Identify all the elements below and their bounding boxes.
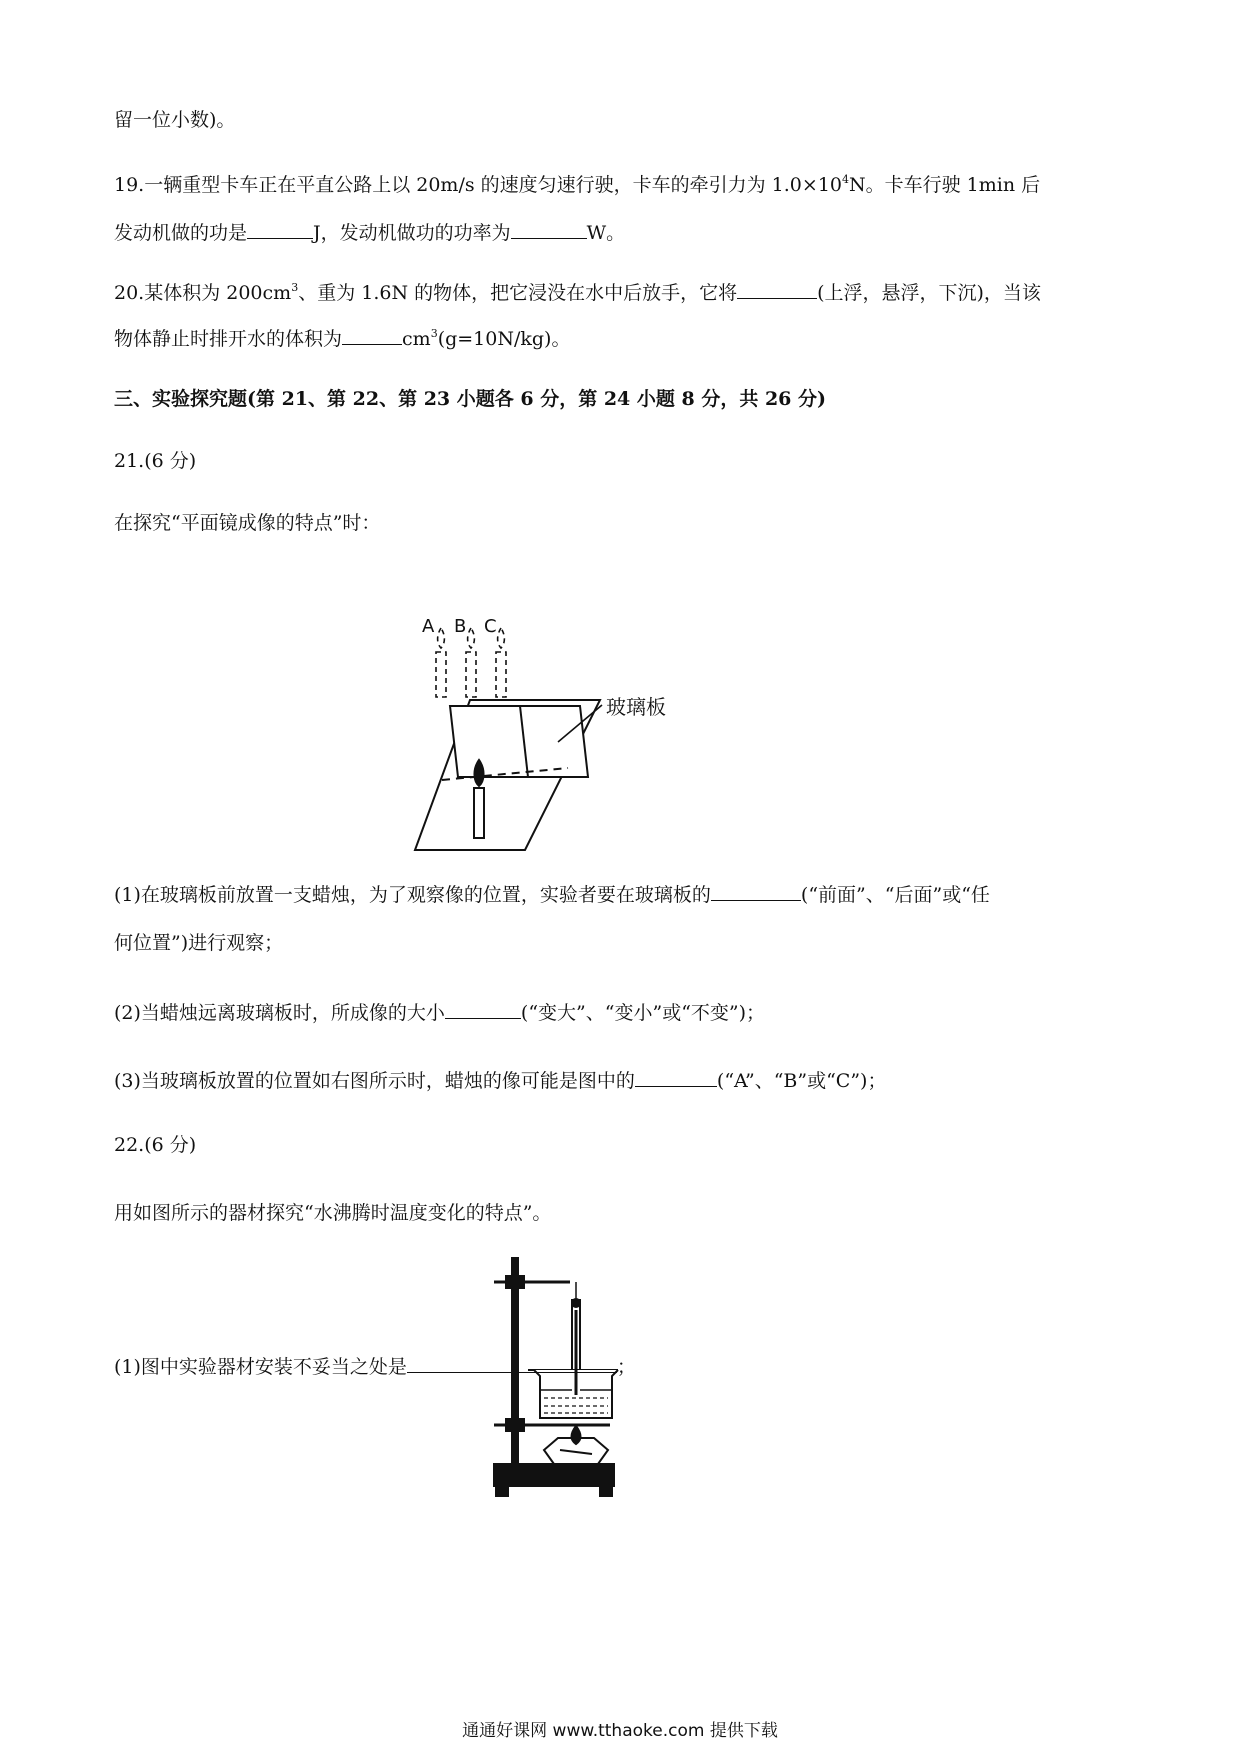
text: (3)当玻璃板放置的位置如右图所示时，蜡烛的像可能是图中的 xyxy=(114,1070,635,1092)
question-19-line-1 xyxy=(114,172,1040,198)
image-candle-b xyxy=(466,652,476,697)
answer-blank[interactable] xyxy=(407,1352,617,1373)
text: (1)图中实验器材安装不妥当之处是 xyxy=(114,1356,407,1378)
question-21-part-1-line-1 xyxy=(114,880,990,908)
clamp xyxy=(506,1276,524,1288)
answer-blank[interactable] xyxy=(511,218,587,239)
text: (上浮，悬浮，下沉)，当该 xyxy=(817,282,1041,304)
text: N。卡车行驶 1min 后 xyxy=(849,174,1041,196)
page-footer: 通通好课网 www.tthaoke.com 提供下载 xyxy=(462,1721,778,1741)
answer-blank[interactable] xyxy=(737,278,817,299)
question-22-part-1 xyxy=(114,1352,636,1380)
stand-base xyxy=(494,1464,614,1486)
question-20-line-2 xyxy=(114,324,570,352)
text: ； xyxy=(616,1356,636,1378)
text: 、重为 1.6N 的物体，把它浸没在水中后放手，它将 xyxy=(298,282,738,304)
label-a: A xyxy=(422,616,435,637)
text: (“前面”、“后面”或“任 xyxy=(800,884,990,906)
label-c: C xyxy=(484,616,497,637)
candle-flame xyxy=(474,760,483,786)
question-22-heading xyxy=(114,1132,196,1158)
text: W。 xyxy=(586,222,626,244)
answer-blank[interactable] xyxy=(711,880,801,901)
candle xyxy=(474,788,484,838)
question-21-heading xyxy=(114,448,196,474)
image-flame-c xyxy=(498,628,505,648)
text: (“变大”、“变小”或“不变”)； xyxy=(520,1002,766,1024)
answer-blank[interactable] xyxy=(247,218,313,239)
superscript: 4 xyxy=(842,173,849,186)
text: 何位置”)进行观察； xyxy=(114,932,284,954)
text: (g=10N/kg)。 xyxy=(437,328,571,350)
section-heading xyxy=(114,386,826,412)
text-line xyxy=(114,107,235,133)
stand-foot xyxy=(600,1486,612,1496)
question-21-part-2 xyxy=(114,998,765,1026)
text: 物体静止时排开水的体积为 xyxy=(114,328,343,350)
label-glass-plate: 玻璃板 xyxy=(606,695,666,719)
answer-blank[interactable] xyxy=(635,1066,717,1087)
text: 19.一辆重型卡车正在平直公路上以 20m/s 的速度匀速行驶，卡车的牵引力为 1.0×10 xyxy=(114,174,842,196)
text: 三、实验探究题(第 21、第 22、第 23 小题各 6 分，第 24 小题 8 分，共 26 分) xyxy=(114,388,827,410)
answer-blank[interactable] xyxy=(342,324,402,345)
thermometer-top xyxy=(572,1299,580,1307)
answer-blank[interactable] xyxy=(445,998,521,1019)
stand-foot xyxy=(496,1486,508,1496)
plane-mirror-figure xyxy=(400,610,710,855)
superscript: 3 xyxy=(291,281,299,294)
text: cm xyxy=(402,328,431,350)
text: 留一位小数)。 xyxy=(114,109,236,131)
glass-plate xyxy=(450,706,588,777)
text: (1)在玻璃板前放置一支蜡烛，为了观察像的位置，实验者要在玻璃板的 xyxy=(114,884,711,906)
text: 21.(6 分) xyxy=(114,450,197,472)
text: (2)当蜡烛远离玻璃板时，所成像的大小 xyxy=(114,1002,445,1024)
superscript: 3 xyxy=(430,327,438,340)
text: 22.(6 分) xyxy=(114,1134,197,1156)
image-flame-b xyxy=(468,628,475,648)
image-candle-a xyxy=(436,652,446,697)
label-b: B xyxy=(454,616,467,637)
question-22-intro xyxy=(114,1200,551,1226)
question-21-part-3 xyxy=(114,1066,886,1094)
text: 发动机做的功是 xyxy=(114,222,248,244)
question-20-line-1 xyxy=(114,278,1041,306)
text: J，发动机做功的功率为 xyxy=(313,222,511,244)
text: (“A”、“B”或“C”)； xyxy=(716,1070,887,1092)
text: 用如图所示的器材探究“水沸腾时温度变化的特点”。 xyxy=(114,1202,552,1224)
question-21-part-1-line-2 xyxy=(114,930,283,956)
image-flame-a xyxy=(438,628,445,648)
question-21-intro xyxy=(114,510,380,536)
text: 20.某体积为 200cm xyxy=(114,282,292,304)
lamp-flame xyxy=(572,1426,581,1444)
image-candle-c xyxy=(496,652,506,697)
question-19-line-2 xyxy=(114,218,625,246)
text: 在探究“平面镜成像的特点”时： xyxy=(114,512,381,534)
ring-clamp xyxy=(506,1419,524,1431)
